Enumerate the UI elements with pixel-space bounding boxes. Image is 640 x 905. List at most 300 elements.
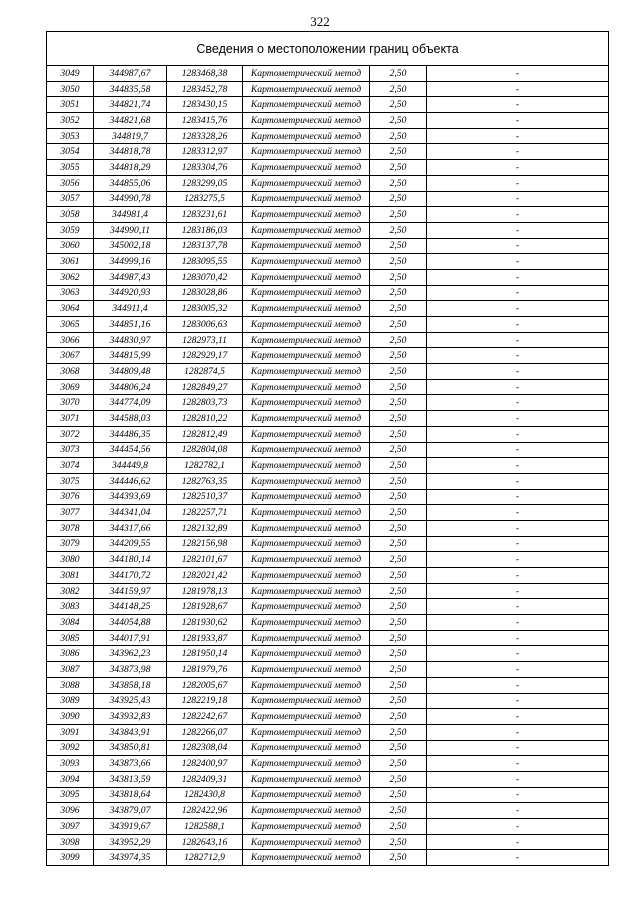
table-row: [47, 756, 609, 772]
y-coordinate-cell: 1283415,76: [167, 113, 243, 129]
x-coordinate-cell: 344990,78: [94, 191, 167, 207]
x-coordinate-cell: 343843,91: [94, 724, 167, 740]
x-coordinate-cell: 344818,29: [94, 160, 167, 176]
table-row: [47, 646, 609, 662]
x-coordinate-cell: 343818,64: [94, 787, 167, 803]
y-coordinate-cell: 1282643,16: [167, 834, 243, 850]
accuracy-cell: 2,50: [370, 520, 427, 536]
accuracy-cell: 2,50: [370, 285, 427, 301]
method-cell: Картометрический метод: [243, 740, 370, 756]
method-cell: Картометрический метод: [243, 615, 370, 631]
description-cell: -: [427, 332, 609, 348]
x-coordinate-cell: 344815,99: [94, 348, 167, 364]
description-cell: -: [427, 317, 609, 333]
x-coordinate-cell: 343952,29: [94, 834, 167, 850]
accuracy-cell: 2,50: [370, 144, 427, 160]
table-row: [47, 489, 609, 505]
description-cell: -: [427, 144, 609, 160]
method-cell: Картометрический метод: [243, 332, 370, 348]
description-cell: -: [427, 379, 609, 395]
point-number-cell: 3059: [47, 222, 94, 238]
table-row: [47, 787, 609, 803]
accuracy-cell: 2,50: [370, 505, 427, 521]
x-coordinate-cell: 344209,55: [94, 536, 167, 552]
point-number-cell: 3092: [47, 740, 94, 756]
description-cell: -: [427, 536, 609, 552]
y-coordinate-cell: 1282763,35: [167, 473, 243, 489]
description-cell: -: [427, 505, 609, 521]
method-cell: Картометрический метод: [243, 756, 370, 772]
method-cell: Картометрический метод: [243, 175, 370, 191]
y-coordinate-cell: 1281933,87: [167, 630, 243, 646]
table-row: [47, 128, 609, 144]
point-number-cell: 3097: [47, 819, 94, 835]
accuracy-cell: 2,50: [370, 348, 427, 364]
description-cell: -: [427, 473, 609, 489]
accuracy-cell: 2,50: [370, 693, 427, 709]
accuracy-cell: 2,50: [370, 489, 427, 505]
accuracy-cell: 2,50: [370, 662, 427, 678]
description-cell: -: [427, 630, 609, 646]
point-number-cell: 3072: [47, 426, 94, 442]
x-coordinate-cell: 344017,91: [94, 630, 167, 646]
method-cell: Картометрический метод: [243, 709, 370, 725]
y-coordinate-cell: 1282132,89: [167, 520, 243, 536]
x-coordinate-cell: 344835,58: [94, 81, 167, 97]
accuracy-cell: 2,50: [370, 191, 427, 207]
y-coordinate-cell: 1282266,07: [167, 724, 243, 740]
point-number-cell: 3057: [47, 191, 94, 207]
table-row: [47, 395, 609, 411]
y-coordinate-cell: 1282810,22: [167, 411, 243, 427]
accuracy-cell: 2,50: [370, 317, 427, 333]
accuracy-cell: 2,50: [370, 630, 427, 646]
accuracy-cell: 2,50: [370, 269, 427, 285]
method-cell: Картометрический метод: [243, 238, 370, 254]
table-row: [47, 191, 609, 207]
x-coordinate-cell: 344855,06: [94, 175, 167, 191]
description-cell: -: [427, 458, 609, 474]
description-cell: -: [427, 128, 609, 144]
table-row: [47, 740, 609, 756]
method-cell: Картометрический метод: [243, 379, 370, 395]
y-coordinate-cell: 1283231,61: [167, 207, 243, 223]
table-row: [47, 520, 609, 536]
table-row: [47, 803, 609, 819]
table-row: [47, 175, 609, 191]
description-cell: -: [427, 411, 609, 427]
description-cell: -: [427, 426, 609, 442]
method-cell: Картометрический метод: [243, 458, 370, 474]
table-body: [47, 66, 609, 866]
description-cell: -: [427, 568, 609, 584]
method-cell: Картометрический метод: [243, 630, 370, 646]
method-cell: Картометрический метод: [243, 348, 370, 364]
y-coordinate-cell: 1283186,03: [167, 222, 243, 238]
point-number-cell: 3053: [47, 128, 94, 144]
description-cell: -: [427, 348, 609, 364]
y-coordinate-cell: 1282409,31: [167, 771, 243, 787]
x-coordinate-cell: 344911,4: [94, 301, 167, 317]
y-coordinate-cell: 1282308,04: [167, 740, 243, 756]
x-coordinate-cell: 343873,66: [94, 756, 167, 772]
method-cell: Картометрический метод: [243, 473, 370, 489]
accuracy-cell: 2,50: [370, 160, 427, 176]
description-cell: -: [427, 819, 609, 835]
x-coordinate-cell: 345002,18: [94, 238, 167, 254]
description-cell: -: [427, 175, 609, 191]
description-cell: -: [427, 677, 609, 693]
description-cell: -: [427, 97, 609, 113]
x-coordinate-cell: 344809,48: [94, 364, 167, 380]
point-number-cell: 3051: [47, 97, 94, 113]
accuracy-cell: 2,50: [370, 787, 427, 803]
y-coordinate-cell: 1282849,27: [167, 379, 243, 395]
point-number-cell: 3050: [47, 81, 94, 97]
point-number-cell: 3094: [47, 771, 94, 787]
point-number-cell: 3083: [47, 599, 94, 615]
method-cell: Картометрический метод: [243, 520, 370, 536]
point-number-cell: 3071: [47, 411, 94, 427]
x-coordinate-cell: 344170,72: [94, 568, 167, 584]
accuracy-cell: 2,50: [370, 81, 427, 97]
accuracy-cell: 2,50: [370, 395, 427, 411]
method-cell: Картометрический метод: [243, 395, 370, 411]
accuracy-cell: 2,50: [370, 97, 427, 113]
point-number-cell: 3055: [47, 160, 94, 176]
y-coordinate-cell: 1282422,96: [167, 803, 243, 819]
y-coordinate-cell: 1283430,15: [167, 97, 243, 113]
table-row: [47, 850, 609, 866]
point-number-cell: 3070: [47, 395, 94, 411]
point-number-cell: 3086: [47, 646, 94, 662]
point-number-cell: 3078: [47, 520, 94, 536]
description-cell: -: [427, 66, 609, 82]
accuracy-cell: 2,50: [370, 254, 427, 270]
x-coordinate-cell: 344981,4: [94, 207, 167, 223]
point-number-cell: 3080: [47, 552, 94, 568]
y-coordinate-cell: 1283304,76: [167, 160, 243, 176]
description-cell: -: [427, 740, 609, 756]
method-cell: Картометрический метод: [243, 583, 370, 599]
point-number-cell: 3088: [47, 677, 94, 693]
method-cell: Картометрический метод: [243, 442, 370, 458]
table-row: [47, 458, 609, 474]
x-coordinate-cell: 343858,18: [94, 677, 167, 693]
table-row: [47, 442, 609, 458]
description-cell: -: [427, 301, 609, 317]
y-coordinate-cell: 1282400,97: [167, 756, 243, 772]
description-cell: -: [427, 834, 609, 850]
x-coordinate-cell: 344148,25: [94, 599, 167, 615]
y-coordinate-cell: 1281928,67: [167, 599, 243, 615]
point-number-cell: 3063: [47, 285, 94, 301]
y-coordinate-cell: 1282430,8: [167, 787, 243, 803]
method-cell: Картометрический метод: [243, 222, 370, 238]
description-cell: -: [427, 693, 609, 709]
table-row: [47, 222, 609, 238]
point-number-cell: 3061: [47, 254, 94, 270]
y-coordinate-cell: 1283006,63: [167, 317, 243, 333]
x-coordinate-cell: 344341,04: [94, 505, 167, 521]
description-cell: -: [427, 552, 609, 568]
x-coordinate-cell: 344054,88: [94, 615, 167, 631]
method-cell: Картометрический метод: [243, 505, 370, 521]
x-coordinate-cell: 343925,43: [94, 693, 167, 709]
x-coordinate-cell: 344990,11: [94, 222, 167, 238]
point-number-cell: 3091: [47, 724, 94, 740]
point-number-cell: 3075: [47, 473, 94, 489]
accuracy-cell: 2,50: [370, 850, 427, 866]
accuracy-cell: 2,50: [370, 803, 427, 819]
point-number-cell: 3076: [47, 489, 94, 505]
method-cell: Картометрический метод: [243, 677, 370, 693]
point-number-cell: 3064: [47, 301, 94, 317]
y-coordinate-cell: 1282782,1: [167, 458, 243, 474]
x-coordinate-cell: 344774,09: [94, 395, 167, 411]
point-number-cell: 3054: [47, 144, 94, 160]
accuracy-cell: 2,50: [370, 724, 427, 740]
point-number-cell: 3082: [47, 583, 94, 599]
accuracy-cell: 2,50: [370, 583, 427, 599]
description-cell: -: [427, 583, 609, 599]
method-cell: Картометрический метод: [243, 144, 370, 160]
description-cell: -: [427, 771, 609, 787]
description-cell: -: [427, 222, 609, 238]
point-number-cell: 3085: [47, 630, 94, 646]
y-coordinate-cell: 1282005,67: [167, 677, 243, 693]
table-row: [47, 254, 609, 270]
table-row: [47, 379, 609, 395]
table-row: [47, 332, 609, 348]
point-number-cell: 3058: [47, 207, 94, 223]
y-coordinate-cell: 1281979,76: [167, 662, 243, 678]
method-cell: Картометрический метод: [243, 489, 370, 505]
method-cell: Картометрический метод: [243, 536, 370, 552]
table-row: [47, 207, 609, 223]
table-row: [47, 724, 609, 740]
table-row: [47, 81, 609, 97]
method-cell: Картометрический метод: [243, 771, 370, 787]
x-coordinate-cell: 344999,16: [94, 254, 167, 270]
point-number-cell: 3073: [47, 442, 94, 458]
table-title: Сведения о местоположении границ объекта: [47, 32, 609, 66]
point-number-cell: 3087: [47, 662, 94, 678]
accuracy-cell: 2,50: [370, 379, 427, 395]
method-cell: Картометрический метод: [243, 254, 370, 270]
point-number-cell: 3056: [47, 175, 94, 191]
table-row: [47, 615, 609, 631]
method-cell: Картометрический метод: [243, 113, 370, 129]
x-coordinate-cell: 344819,7: [94, 128, 167, 144]
x-coordinate-cell: 344159,97: [94, 583, 167, 599]
table-row: [47, 630, 609, 646]
accuracy-cell: 2,50: [370, 599, 427, 615]
point-number-cell: 3079: [47, 536, 94, 552]
y-coordinate-cell: 1283452,78: [167, 81, 243, 97]
point-number-cell: 3099: [47, 850, 94, 866]
y-coordinate-cell: 1282973,11: [167, 332, 243, 348]
accuracy-cell: 2,50: [370, 411, 427, 427]
table-row: [47, 144, 609, 160]
description-cell: -: [427, 254, 609, 270]
x-coordinate-cell: 344393,69: [94, 489, 167, 505]
y-coordinate-cell: 1282219,18: [167, 693, 243, 709]
accuracy-cell: 2,50: [370, 426, 427, 442]
method-cell: Картометрический метод: [243, 207, 370, 223]
y-coordinate-cell: 1282812,49: [167, 426, 243, 442]
y-coordinate-cell: 1282929,17: [167, 348, 243, 364]
point-number-cell: 3052: [47, 113, 94, 129]
y-coordinate-cell: 1283275,5: [167, 191, 243, 207]
accuracy-cell: 2,50: [370, 740, 427, 756]
table-row: [47, 113, 609, 129]
method-cell: Картометрический метод: [243, 819, 370, 835]
table-row: [47, 426, 609, 442]
x-coordinate-cell: 343962,23: [94, 646, 167, 662]
table-row: [47, 536, 609, 552]
point-number-cell: 3096: [47, 803, 94, 819]
boundary-coordinates-table: [46, 31, 608, 866]
method-cell: Картометрический метод: [243, 599, 370, 615]
y-coordinate-cell: 1282257,71: [167, 505, 243, 521]
method-cell: Картометрический метод: [243, 191, 370, 207]
x-coordinate-cell: 343813,59: [94, 771, 167, 787]
description-cell: -: [427, 269, 609, 285]
point-number-cell: 3060: [47, 238, 94, 254]
table-row: [47, 583, 609, 599]
table-row: [47, 160, 609, 176]
point-number-cell: 3066: [47, 332, 94, 348]
table-row: [47, 693, 609, 709]
accuracy-cell: 2,50: [370, 536, 427, 552]
description-cell: -: [427, 395, 609, 411]
method-cell: Картометрический метод: [243, 66, 370, 82]
table-row: [47, 348, 609, 364]
point-number-cell: 3093: [47, 756, 94, 772]
page-number: 322: [310, 14, 330, 29]
table-row: [47, 552, 609, 568]
accuracy-cell: 2,50: [370, 615, 427, 631]
point-number-cell: 3068: [47, 364, 94, 380]
accuracy-cell: 2,50: [370, 756, 427, 772]
description-cell: -: [427, 803, 609, 819]
description-cell: -: [427, 442, 609, 458]
x-coordinate-cell: 344987,43: [94, 269, 167, 285]
method-cell: Картометрический метод: [243, 552, 370, 568]
x-coordinate-cell: 344851,16: [94, 317, 167, 333]
description-cell: -: [427, 81, 609, 97]
point-number-cell: 3074: [47, 458, 94, 474]
description-cell: -: [427, 756, 609, 772]
x-coordinate-cell: 344446,62: [94, 473, 167, 489]
description-cell: -: [427, 113, 609, 129]
accuracy-cell: 2,50: [370, 646, 427, 662]
point-number-cell: 3081: [47, 568, 94, 584]
table-row: [47, 709, 609, 725]
y-coordinate-cell: 1283095,55: [167, 254, 243, 270]
method-cell: Картометрический метод: [243, 646, 370, 662]
table-row: [47, 97, 609, 113]
x-coordinate-cell: 343873,98: [94, 662, 167, 678]
accuracy-cell: 2,50: [370, 222, 427, 238]
y-coordinate-cell: 1282588,1: [167, 819, 243, 835]
x-coordinate-cell: 344830,97: [94, 332, 167, 348]
method-cell: Картометрический метод: [243, 803, 370, 819]
method-cell: Картометрический метод: [243, 724, 370, 740]
y-coordinate-cell: 1283070,42: [167, 269, 243, 285]
accuracy-cell: 2,50: [370, 568, 427, 584]
table-row: [47, 301, 609, 317]
description-cell: -: [427, 285, 609, 301]
point-number-cell: 3095: [47, 787, 94, 803]
description-cell: -: [427, 724, 609, 740]
x-coordinate-cell: 344486,35: [94, 426, 167, 442]
x-coordinate-cell: 344449,8: [94, 458, 167, 474]
accuracy-cell: 2,50: [370, 819, 427, 835]
point-number-cell: 3065: [47, 317, 94, 333]
description-cell: -: [427, 709, 609, 725]
y-coordinate-cell: 1282874,5: [167, 364, 243, 380]
table-row: [47, 677, 609, 693]
method-cell: Картометрический метод: [243, 850, 370, 866]
y-coordinate-cell: 1283468,38: [167, 66, 243, 82]
y-coordinate-cell: 1282803,73: [167, 395, 243, 411]
method-cell: Картометрический метод: [243, 301, 370, 317]
point-number-cell: 3090: [47, 709, 94, 725]
table-row: [47, 771, 609, 787]
y-coordinate-cell: 1282021,42: [167, 568, 243, 584]
method-cell: Картометрический метод: [243, 160, 370, 176]
table-row: [47, 662, 609, 678]
method-cell: Картометрический метод: [243, 128, 370, 144]
x-coordinate-cell: 344987,67: [94, 66, 167, 82]
point-number-cell: 3049: [47, 66, 94, 82]
accuracy-cell: 2,50: [370, 442, 427, 458]
method-cell: Картометрический метод: [243, 364, 370, 380]
y-coordinate-cell: 1283137,78: [167, 238, 243, 254]
description-cell: -: [427, 646, 609, 662]
y-coordinate-cell: 1282804,08: [167, 442, 243, 458]
table-row: [47, 285, 609, 301]
table-row: [47, 473, 609, 489]
accuracy-cell: 2,50: [370, 552, 427, 568]
point-number-cell: 3077: [47, 505, 94, 521]
point-number-cell: 3089: [47, 693, 94, 709]
table-row: [47, 66, 609, 82]
accuracy-cell: 2,50: [370, 66, 427, 82]
table-row: [47, 269, 609, 285]
table-row: [47, 599, 609, 615]
y-coordinate-cell: 1283299,05: [167, 175, 243, 191]
description-cell: -: [427, 238, 609, 254]
x-coordinate-cell: 344180,14: [94, 552, 167, 568]
point-number-cell: 3098: [47, 834, 94, 850]
x-coordinate-cell: 344454,56: [94, 442, 167, 458]
description-cell: -: [427, 662, 609, 678]
x-coordinate-cell: 344920,93: [94, 285, 167, 301]
y-coordinate-cell: 1281930,62: [167, 615, 243, 631]
table-row: [47, 364, 609, 380]
method-cell: Картометрический метод: [243, 411, 370, 427]
accuracy-cell: 2,50: [370, 207, 427, 223]
x-coordinate-cell: 344588,03: [94, 411, 167, 427]
y-coordinate-cell: 1282712,9: [167, 850, 243, 866]
y-coordinate-cell: 1283005,32: [167, 301, 243, 317]
y-coordinate-cell: 1282242,67: [167, 709, 243, 725]
table-row: [47, 834, 609, 850]
x-coordinate-cell: 343932,83: [94, 709, 167, 725]
